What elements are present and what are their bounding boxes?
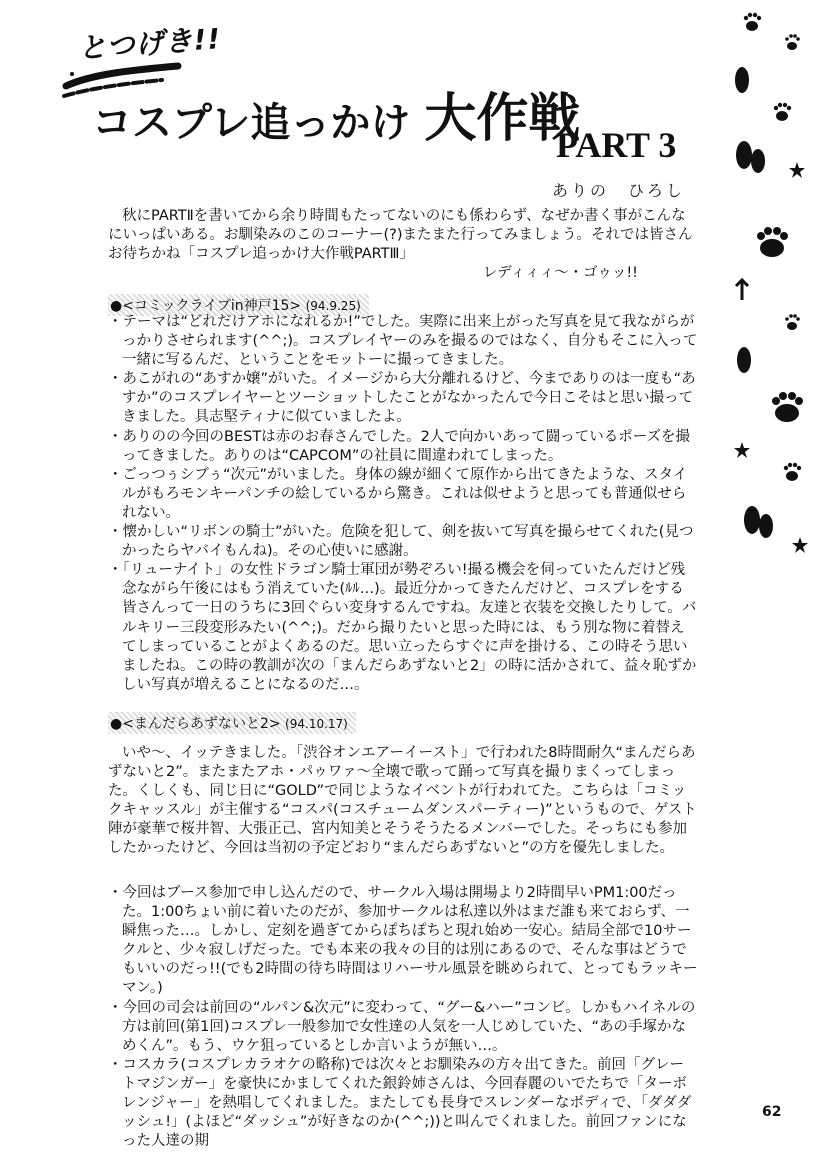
- paw-prints-icon: [734, 13, 808, 553]
- list-item: ・ ごっつぅシブぅ“次元”がいました。身体の線が細くて原作から出てきたような、スタイルがもろモンキーパンチの絵しているから驚き。これは似せようと思っても普通似せられない。: [108, 466, 698, 523]
- intro-paragraph: [108, 207, 698, 283]
- title-text-main: コスプレ追っかけ: [92, 100, 411, 146]
- part-label: PART 3: [556, 125, 677, 165]
- section1-list: [108, 313, 698, 695]
- section2-paragraph: いや〜、イッテきました。「渋谷オンエアーイースト」で行われた8時間耐久“まんだらあずないと2”。またまたアホ・パゥワァ〜全壊で歌って踊って写真を撮りまくってしまった。くしくも、同じ日に“GOLD”で同じようなイベントが行われてた。こちらは「コミックキャッスル」が主催する“コスパ(コスチュームダンスパーティー)”というもので、ゲスト陣が豪華で桜井智、大張正己、宮内知美とそうそうたるメンバーでした。そっちにも参加したかったけど、今回は当初の予定どおり“まんだらあずないと”の方を優先しました。: [108, 745, 697, 856]
- list-item: ・ 今回の司会は前回の“ルパン&次元”に変わって、“グー&ハー”コンビ。しかもハイネルの方は前回(第1回)コスプレ一般参加で女性達の人気を一人じめしていた、“あの手塚かなめくん”。もう、ウケ狙っているとしか言いようが無い…。: [108, 999, 698, 1056]
- page-number: 62: [762, 1104, 782, 1120]
- list-item: ・ 「リューナイト」の女性ドラゴン騎士軍団が勢ぞろい!撮る機会を伺っていたんだけど残念ながら午後にはもう消えていた(ﾙﾙ…)。最近分かってきたんだけど、コスプレをする皆さんって一日のうちに3回ぐらい変身するんですね。友達と衣装を交換したりして。バルキリー三段変形みたい(^^;)。だから撮りたいと思った時には、もう別な物に着替えてしまっていることがよくあるのだ。思い立ったらすぐに声を掛ける、この時そう思いましたね。この時の教訓が次の「まんだらあずないと2」の時に活かされて、益々恥ずかしい写真が増えることになるのだ…。: [108, 561, 698, 695]
- intro-text: 秋にPARTⅡを書いてから余り時間もたってないのにも係わらず、なぜか書く事がこんなにいっぱいある。お馴染みのこのコーナー(?)またまた行ってみましょう。それでは皆さんお待ちかね「コスプレ追っかけ大作戦PARTⅢ」: [108, 208, 693, 262]
- section-heading-mandara: [108, 712, 356, 734]
- list-item: ・ コスカラ(コスプレカラオケの略称)では次々とお馴染みの方々出てきた。前回「グレートマジンガー」を豪快にかましてくれた銀鈴姉さんは、今回春麗のいでたちで「ターボレンジャー」を熱唱してくれました。またしても長身でスレンダーなボディで、「ダダダッシュ!」(よほど“ダッシュ”が好きなのか(^^;))と叫んでくれました。前回ファンになった人達の期: [108, 1056, 698, 1151]
- list-item: ・ 懐かしい“リボンの騎士”がいた。危険を犯して、剣を抜いて写真を撮らせてくれた(見つかったらヤバイもんね)。その心使いに感謝。: [108, 523, 698, 561]
- article-kicker: とつげき!!: [77, 22, 223, 65]
- intro-signoff: レディィィ〜・ゴゥッ!!: [482, 265, 638, 281]
- section-title: ●<コミックライブin神戸15>: [110, 298, 302, 314]
- list-item: ・ あこがれの“あすか嬢”がいた。イメージから大分離れるけど、今までありのは一度も“あすか”のコスプレイヤーとツーショットしたことがなかったんで今日こそはと思い撮ってきました。具志堅ティナに似ていましたよ。: [108, 370, 698, 427]
- author-name: ありの ひろし: [552, 181, 686, 200]
- section-date: (94.9.25): [305, 299, 361, 313]
- section-date: (94.10.17): [285, 717, 348, 731]
- list-item: ・ テーマは“どれだけアホになれるか!”でした。実際に出来上がった写真を見て我ながらがっかりさせられます(^^;)。コスプレイヤーのみを撮るのではなく、自分もそこに入って一緒に写るんだ、ということをモットーに撮ってきました。: [108, 313, 698, 370]
- section2-list: [108, 884, 698, 1151]
- title-text-emphasis: 大作戦: [424, 89, 581, 149]
- article-title: [92, 76, 580, 151]
- section-title: ●<まんだらあずないと2>: [110, 716, 281, 732]
- list-item: ・ 今回はブース参加で申し込んだので、サークル入場は開場より2時間早いPM1:00だった。1:00ちょい前に着いたのだが、参加サークルは私達以外はまだ誰も来ておらず、一瞬焦った…。しかし、定刻を過ぎてからぽちぽちと現れ始め一安心。結局全部で10サークルと、少々寂しげだった。でも本来の我々の目的は別にあるので、そんな事はどうでもいいのだっ!!(でも2時間の待ち時間はリハーサル風景を眺められて、とってもラッキーマン。): [108, 884, 698, 999]
- list-item: ・ ありのの今回のBESTは赤のお春さんでした。2人で向かいあって闘っているポーズを撮ってきました。ありのは“CAPCOM”の社員に間違われてしまった。: [108, 428, 698, 466]
- paw-print-border-decoration: [722, 0, 815, 570]
